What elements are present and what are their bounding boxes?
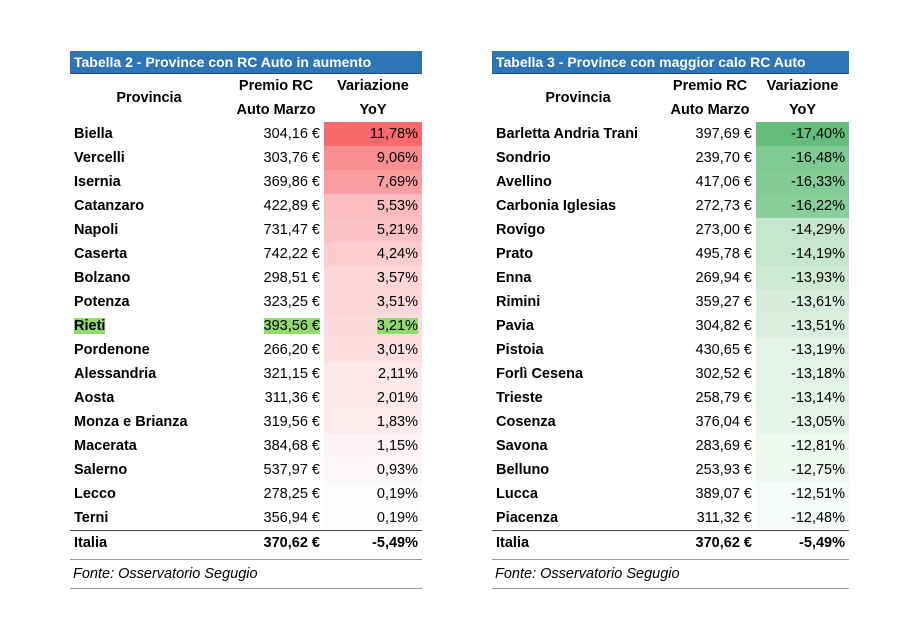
premio-cell: 239,70 € bbox=[695, 150, 752, 166]
province-cell: Alessandria bbox=[74, 366, 157, 382]
header-variazione-line2: YoY bbox=[359, 102, 387, 118]
premio-cell: 417,06 € bbox=[695, 174, 752, 190]
total-premio: 370,62 € bbox=[664, 531, 756, 556]
premio-cell: 272,73 € bbox=[695, 198, 752, 214]
premio-cell: 397,69 € bbox=[695, 126, 752, 142]
province-cell: Trieste bbox=[496, 390, 543, 406]
premio-cell: 323,25 € bbox=[263, 294, 320, 310]
variazione-cell: -14,19% bbox=[756, 242, 849, 266]
province-cell: Avellino bbox=[496, 174, 552, 190]
table-row bbox=[492, 242, 849, 266]
total-premio: 370,62 € bbox=[228, 531, 324, 556]
premio-cell: 298,51 € bbox=[263, 270, 320, 286]
premio-cell: 731,47 € bbox=[263, 222, 320, 238]
table-row bbox=[70, 290, 422, 314]
province-cell: Barletta Andria Trani bbox=[496, 126, 639, 142]
variazione-cell: -13,93% bbox=[756, 266, 849, 290]
header-premio-line2: Auto Marzo bbox=[670, 102, 750, 118]
province-cell: Vercelli bbox=[74, 150, 125, 166]
premio-cell: 319,56 € bbox=[263, 414, 320, 430]
variazione-cell: -13,05% bbox=[756, 410, 849, 434]
variazione-cell: -13,18% bbox=[756, 362, 849, 386]
header-variazione-line1: Variazione bbox=[337, 78, 409, 94]
variazione-cell: -17,40% bbox=[756, 122, 849, 146]
table-3-grid bbox=[492, 74, 849, 555]
table-3-body bbox=[492, 122, 849, 555]
province-cell: Carbonia Iglesias bbox=[496, 198, 617, 214]
province-cell bbox=[70, 314, 228, 338]
premio-cell: 311,32 € bbox=[696, 510, 752, 526]
variazione-cell: 11,78% bbox=[324, 122, 422, 146]
table-row bbox=[492, 410, 849, 434]
premio-cell: 269,94 € bbox=[695, 270, 752, 286]
table-row bbox=[492, 506, 849, 531]
header-variazione-line2: YoY bbox=[788, 102, 817, 118]
total-variazione: -5,49% bbox=[756, 531, 849, 556]
province-cell: Macerata bbox=[74, 438, 137, 454]
table-row bbox=[492, 122, 849, 146]
header-premio-line1: Premio RC bbox=[672, 78, 748, 94]
variazione-cell: 7,69% bbox=[324, 170, 422, 194]
total-variazione: -5,49% bbox=[324, 531, 422, 556]
table-row bbox=[492, 290, 849, 314]
variazione-cell: 5,21% bbox=[324, 218, 422, 242]
variazione-cell: -13,19% bbox=[756, 338, 849, 362]
variazione-cell: 2,11% bbox=[324, 362, 422, 386]
table-row bbox=[492, 146, 849, 170]
province-cell: Lecco bbox=[74, 486, 116, 502]
header-premio-line2: Auto Marzo bbox=[236, 102, 316, 118]
premio-cell: 389,07 € bbox=[695, 486, 752, 502]
table-row bbox=[492, 458, 849, 482]
variazione-cell: -12,48% bbox=[756, 506, 849, 531]
premio-cell: 311,36 € bbox=[264, 390, 320, 406]
header-provincia: Provincia bbox=[116, 90, 182, 106]
province-cell: Lucca bbox=[496, 486, 538, 502]
variazione-cell: -13,61% bbox=[756, 290, 849, 314]
variazione-cell: -16,33% bbox=[756, 170, 849, 194]
province-cell: Bolzano bbox=[74, 270, 131, 286]
variazione-cell: 2,01% bbox=[324, 386, 422, 410]
province-cell: Cosenza bbox=[496, 414, 556, 430]
premio-cell-highlight: 393,56 € bbox=[263, 318, 320, 334]
table-row bbox=[492, 386, 849, 410]
variazione-cell bbox=[324, 314, 422, 338]
premio-cell: 495,78 € bbox=[695, 246, 752, 262]
table-row bbox=[70, 314, 422, 338]
province-cell: Aosta bbox=[74, 390, 115, 406]
province-cell-highlight: Rieti bbox=[74, 318, 106, 334]
table-row bbox=[70, 122, 422, 146]
table-row bbox=[70, 170, 422, 194]
premio-cell: 283,69 € bbox=[695, 438, 752, 454]
province-cell: Pistoia bbox=[496, 342, 544, 358]
province-cell: Prato bbox=[496, 246, 534, 262]
premio-cell: 302,52 € bbox=[695, 366, 752, 382]
variazione-cell-highlight: 3,21% bbox=[376, 318, 418, 334]
total-label: Italia bbox=[492, 531, 664, 556]
premio-cell: 359,27 € bbox=[695, 294, 752, 310]
variazione-cell: 9,06% bbox=[324, 146, 422, 170]
premio-cell: 321,15 € bbox=[263, 366, 320, 382]
province-cell: Isernia bbox=[74, 174, 121, 190]
table-row bbox=[70, 482, 422, 506]
table-row bbox=[492, 314, 849, 338]
table-row bbox=[492, 218, 849, 242]
total-row bbox=[70, 531, 422, 556]
province-cell: Caserta bbox=[74, 246, 128, 262]
table-row bbox=[70, 266, 422, 290]
table-row bbox=[70, 146, 422, 170]
table-row bbox=[70, 338, 422, 362]
table-2-source: Fonte: Osservatorio Segugio bbox=[70, 559, 422, 589]
table-row bbox=[70, 194, 422, 218]
table-row bbox=[70, 242, 422, 266]
variazione-cell: 3,57% bbox=[324, 266, 422, 290]
variazione-cell: 5,53% bbox=[324, 194, 422, 218]
table-row bbox=[492, 170, 849, 194]
table-2-title: Tabella 2 - Province con RC Auto in aumento bbox=[70, 51, 422, 74]
premio-cell: 253,93 € bbox=[695, 462, 752, 478]
premio-cell: 266,20 € bbox=[263, 342, 320, 358]
premio-cell: 356,94 € bbox=[263, 510, 320, 526]
premio-cell: 303,76 € bbox=[263, 150, 320, 166]
table-3-source: Fonte: Osservatorio Segugio bbox=[492, 559, 849, 589]
variazione-cell: 0,19% bbox=[324, 506, 422, 531]
table-2-grid bbox=[70, 74, 422, 555]
variazione-cell: 1,15% bbox=[324, 434, 422, 458]
table-row bbox=[70, 218, 422, 242]
province-cell: Enna bbox=[496, 270, 532, 286]
variazione-cell: 0,19% bbox=[324, 482, 422, 506]
variazione-cell: -12,81% bbox=[756, 434, 849, 458]
premio-cell: 384,68 € bbox=[263, 438, 320, 454]
premio-cell: 304,16 € bbox=[263, 126, 320, 142]
variazione-cell: 4,24% bbox=[324, 242, 422, 266]
variazione-cell: 3,51% bbox=[324, 290, 422, 314]
variazione-cell: 3,01% bbox=[324, 338, 422, 362]
province-cell: Catanzaro bbox=[74, 198, 145, 214]
variazione-cell: -12,75% bbox=[756, 458, 849, 482]
province-cell: Belluno bbox=[496, 462, 550, 478]
table-row bbox=[70, 362, 422, 386]
table-row bbox=[492, 194, 849, 218]
premio-cell: 376,04 € bbox=[695, 414, 752, 430]
table-row bbox=[70, 386, 422, 410]
premio-cell: 278,25 € bbox=[263, 486, 320, 502]
premio-cell: 430,65 € bbox=[695, 342, 752, 358]
variazione-cell: 1,83% bbox=[324, 410, 422, 434]
table-2-body bbox=[70, 122, 422, 555]
table-row bbox=[70, 506, 422, 531]
province-cell: Sondrio bbox=[496, 150, 551, 166]
table-3 bbox=[492, 51, 849, 589]
province-cell: Pordenone bbox=[74, 342, 150, 358]
variazione-cell: -13,14% bbox=[756, 386, 849, 410]
premio-cell: 742,22 € bbox=[263, 246, 320, 262]
table-row bbox=[492, 266, 849, 290]
table-row bbox=[70, 410, 422, 434]
variazione-cell: -12,51% bbox=[756, 482, 849, 506]
variazione-cell: 0,93% bbox=[324, 458, 422, 482]
variazione-cell: -16,48% bbox=[756, 146, 849, 170]
table-row bbox=[492, 482, 849, 506]
province-cell: Piacenza bbox=[496, 510, 559, 526]
province-cell: Potenza bbox=[74, 294, 130, 310]
header-provincia: Provincia bbox=[545, 90, 611, 106]
header-premio-line1: Premio RC bbox=[238, 78, 314, 94]
province-cell: Rimini bbox=[496, 294, 541, 310]
premio-cell: 537,97 € bbox=[263, 462, 320, 478]
table-3-title: Tabella 3 - Province con maggior calo RC Auto bbox=[492, 51, 849, 74]
table-row bbox=[492, 338, 849, 362]
table-2 bbox=[70, 51, 422, 589]
variazione-cell: -16,22% bbox=[756, 194, 849, 218]
province-cell: Monza e Brianza bbox=[74, 414, 188, 430]
variazione-cell: -14,29% bbox=[756, 218, 849, 242]
variazione-cell: -13,51% bbox=[756, 314, 849, 338]
premio-cell bbox=[228, 314, 324, 338]
premio-cell: 258,79 € bbox=[695, 390, 752, 406]
province-cell: Rovigo bbox=[496, 222, 546, 238]
province-cell: Salerno bbox=[74, 462, 128, 478]
province-cell: Forlì Cesena bbox=[496, 366, 584, 382]
total-row bbox=[492, 531, 849, 556]
table-row bbox=[70, 458, 422, 482]
premio-cell: 369,86 € bbox=[263, 174, 320, 190]
premio-cell: 422,89 € bbox=[263, 198, 320, 214]
premio-cell: 273,00 € bbox=[695, 222, 752, 238]
province-cell: Pavia bbox=[496, 318, 534, 334]
premio-cell: 304,82 € bbox=[695, 318, 752, 334]
province-cell: Biella bbox=[74, 126, 113, 142]
province-cell: Napoli bbox=[74, 222, 119, 238]
total-label: Italia bbox=[70, 531, 228, 556]
province-cell: Terni bbox=[74, 510, 109, 526]
header-variazione-line1: Variazione bbox=[766, 78, 839, 94]
table-row bbox=[492, 362, 849, 386]
table-row bbox=[492, 434, 849, 458]
table-row bbox=[70, 434, 422, 458]
province-cell: Savona bbox=[496, 438, 548, 454]
